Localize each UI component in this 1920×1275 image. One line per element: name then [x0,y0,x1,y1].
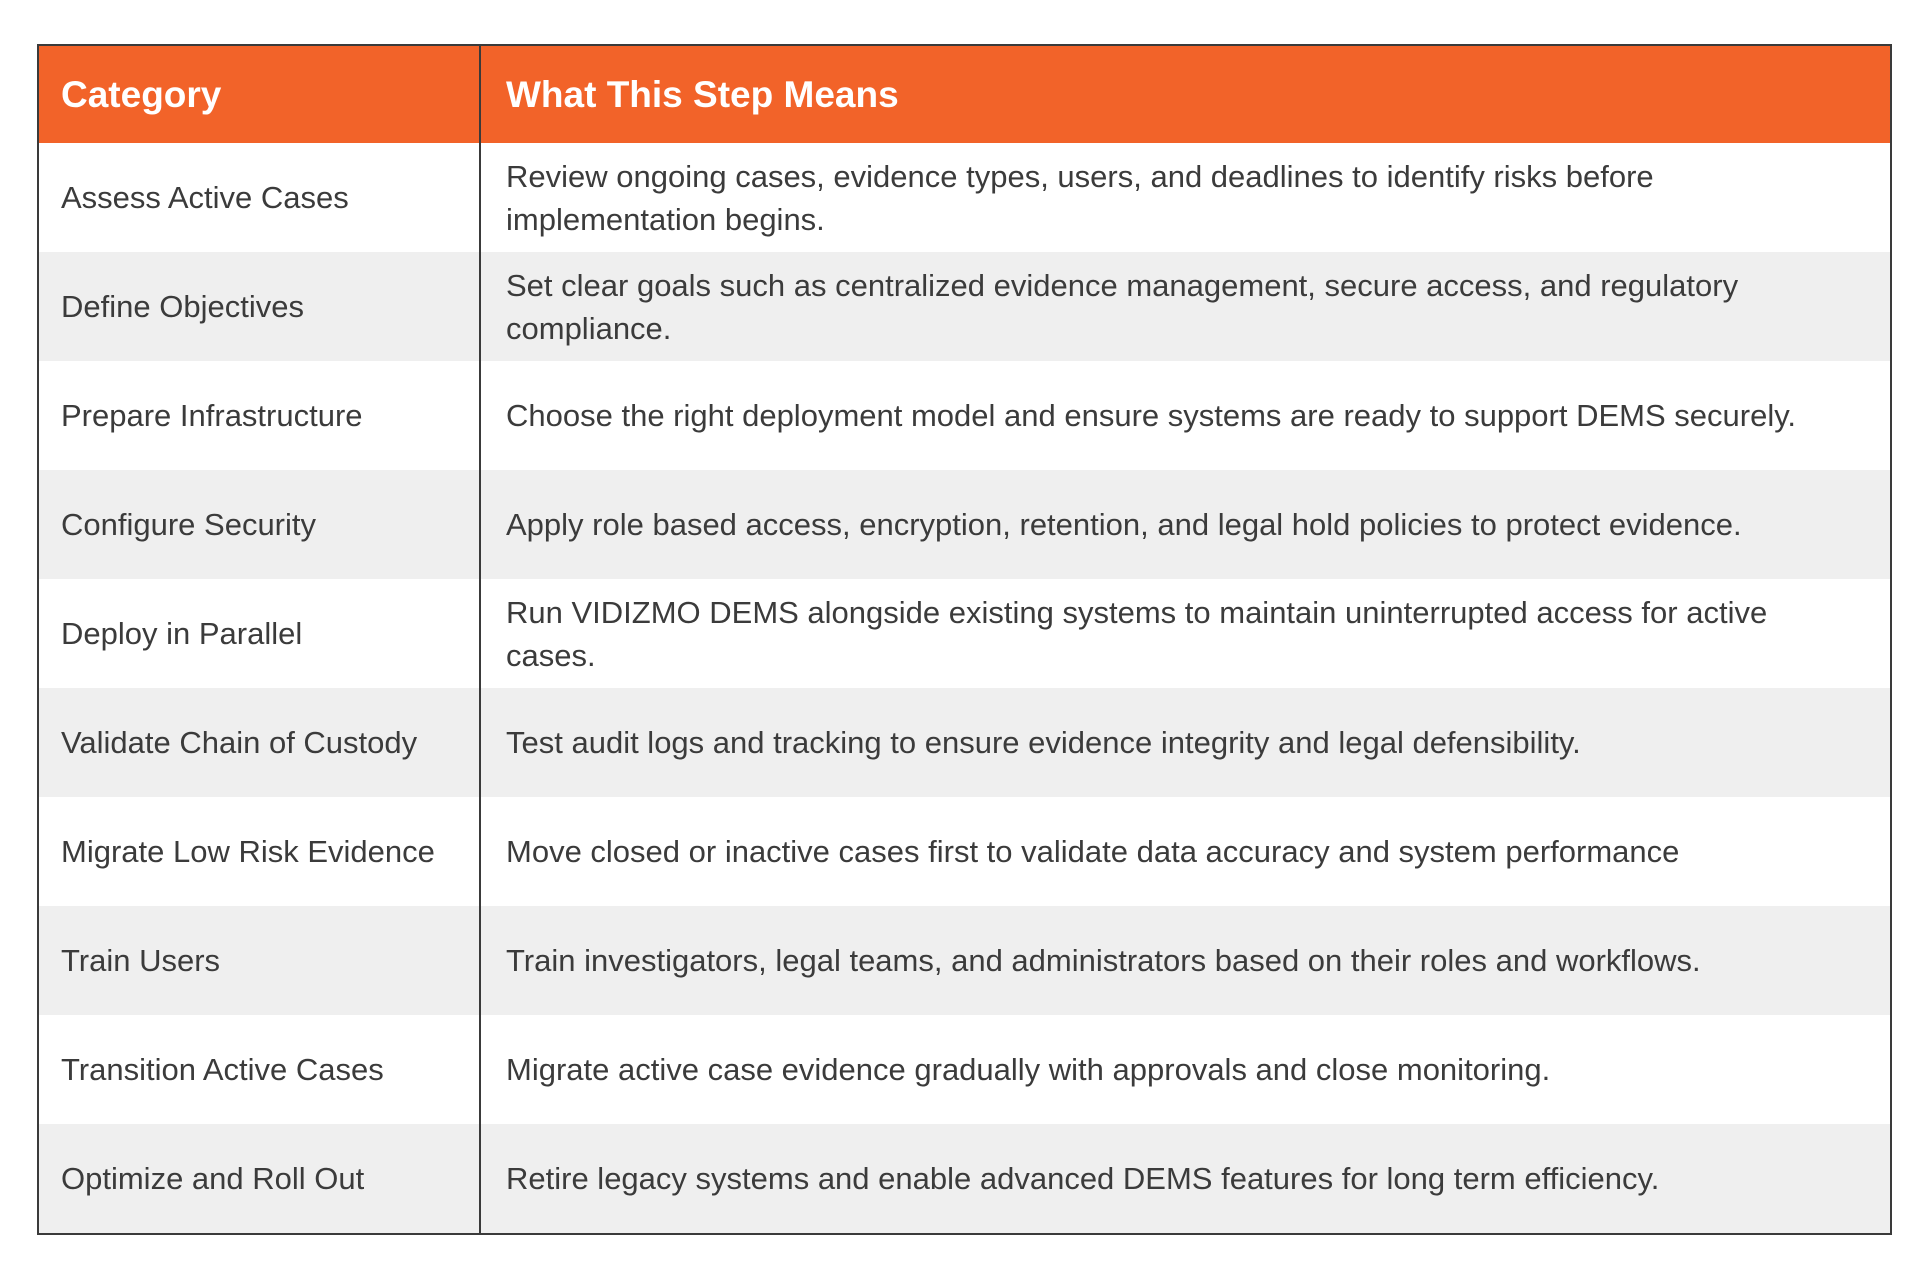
table-row [39,1124,1890,1233]
category-cell: Train Users [39,906,480,1015]
table-row [39,688,1890,797]
meaning-cell: Review ongoing cases, evidence types, users, and deadlines to identify risks before implementation begins. [480,143,1890,252]
header-category: Category [39,46,480,143]
table-row [39,1015,1890,1124]
table-row [39,797,1890,906]
meaning-cell: Set clear goals such as centralized evidence management, secure access, and regulatory compliance. [480,252,1890,361]
category-cell: Validate Chain of Custody [39,688,480,797]
category-cell: Configure Security [39,470,480,579]
table-row [39,906,1890,1015]
meaning-cell: Train investigators, legal teams, and administrators based on their roles and workflows. [480,906,1890,1015]
table-row [39,252,1890,361]
category-cell: Deploy in Parallel [39,579,480,688]
meaning-cell: Test audit logs and tracking to ensure evidence integrity and legal defensibility. [480,688,1890,797]
implementation-steps-table [37,44,1892,1235]
table-row [39,143,1890,252]
meaning-cell: Migrate active case evidence gradually with approvals and close monitoring. [480,1015,1890,1124]
category-cell: Prepare Infrastructure [39,361,480,470]
header-what-this-step-means: What This Step Means [480,46,1890,143]
meaning-cell: Choose the right deployment model and ensure systems are ready to support DEMS securely. [480,361,1890,470]
table-row [39,579,1890,688]
table-row [39,361,1890,470]
category-cell: Transition Active Cases [39,1015,480,1124]
meaning-cell: Move closed or inactive cases first to validate data accuracy and system performance [480,797,1890,906]
category-cell: Migrate Low Risk Evidence [39,797,480,906]
meaning-cell: Run VIDIZMO DEMS alongside existing systems to maintain uninterrupted access for active cases. [480,579,1890,688]
category-cell: Assess Active Cases [39,143,480,252]
category-cell: Optimize and Roll Out [39,1124,480,1233]
header-row [39,46,1890,143]
meaning-cell: Retire legacy systems and enable advanced DEMS features for long term efficiency. [480,1124,1890,1233]
meaning-cell: Apply role based access, encryption, retention, and legal hold policies to protect evidence. [480,470,1890,579]
category-cell: Define Objectives [39,252,480,361]
table-row [39,470,1890,579]
steps-table [39,46,1890,1233]
